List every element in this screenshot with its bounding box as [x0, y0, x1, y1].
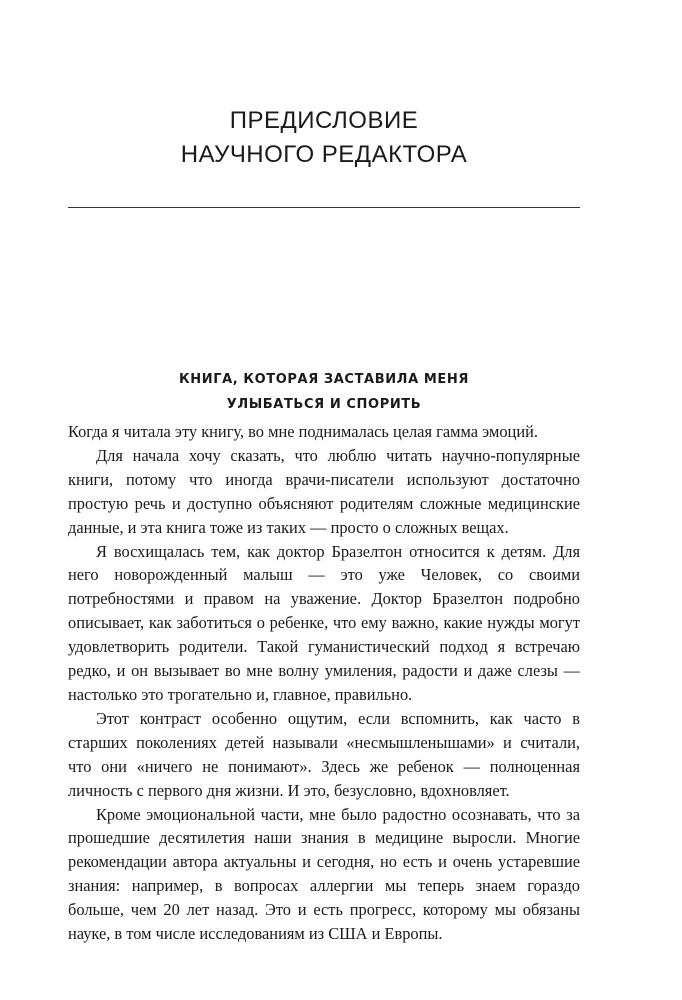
section-title-line-2: УЛЫБАТЬСЯ И СПОРИТЬ: [226, 397, 422, 412]
section-title: [68, 367, 580, 417]
chapter-title-line-1: ПРЕДИСЛОВИЕ: [229, 107, 419, 134]
paragraph-2: Для начала хочу сказать, что люблю читать научно-популярные книги, потому что иногда врачи-писатели используют достаточно простую речь и доступно объясняют родителям сложные медицинские данные, и эта книга тоже из таких — просто о сложных вещах.: [68, 445, 580, 537]
paragraph-3: Я восхищалась тем, как доктор Бразелтон относится к детям. Для него новорожденный малыш — это уже Человек, со своими потребностями и правом на уважение. Доктор Бразелтон подробно описывает, как заботиться о ребенке, что ему важно, какие нужды могут удовлетворить родители. Такой гуманистический подход я встречаю редко, и он вызывает во мне волну умиления, радости и даже слезы — настолько это трогательно и, главное, правильно.: [68, 541, 580, 704]
paragraph-5: Кроме эмоциональной части, мне было радостно осознавать, что за прошедшие десятилетия наши знания в медицине выросли. Многие рекомендации автора актуальны и сегодня, но есть и очень устаревшие знания: например, в вопросах аллергии мы теперь знаем гораздо больше, чем 20 лет назад. Это и есть прогресс, которому мы обязаны науке, в том числе исследованиям из США и Европы.: [68, 804, 580, 944]
title-divider: [68, 207, 580, 208]
paragraph-4: Этот контраст особенно ощутим, если вспомнить, как часто в старших поколениях детей называли «несмышленышами» и считали, что они «ничего не понимают». Здесь же ребенок — полноценная личность с первого дня жизни. И это, безусловно, вдохновляет.: [68, 708, 580, 800]
paragraph-1: Когда я читала эту книгу, во мне поднималась целая гамма эмоций.: [68, 422, 538, 441]
body-text: [68, 420, 580, 946]
section-title-line-1: КНИГА, КОТОРАЯ ЗАСТАВИЛА МЕНЯ: [179, 372, 469, 387]
chapter-title-line-2: НАУЧНОГО РЕДАКТОРА: [180, 141, 468, 168]
chapter-title: [68, 104, 580, 172]
